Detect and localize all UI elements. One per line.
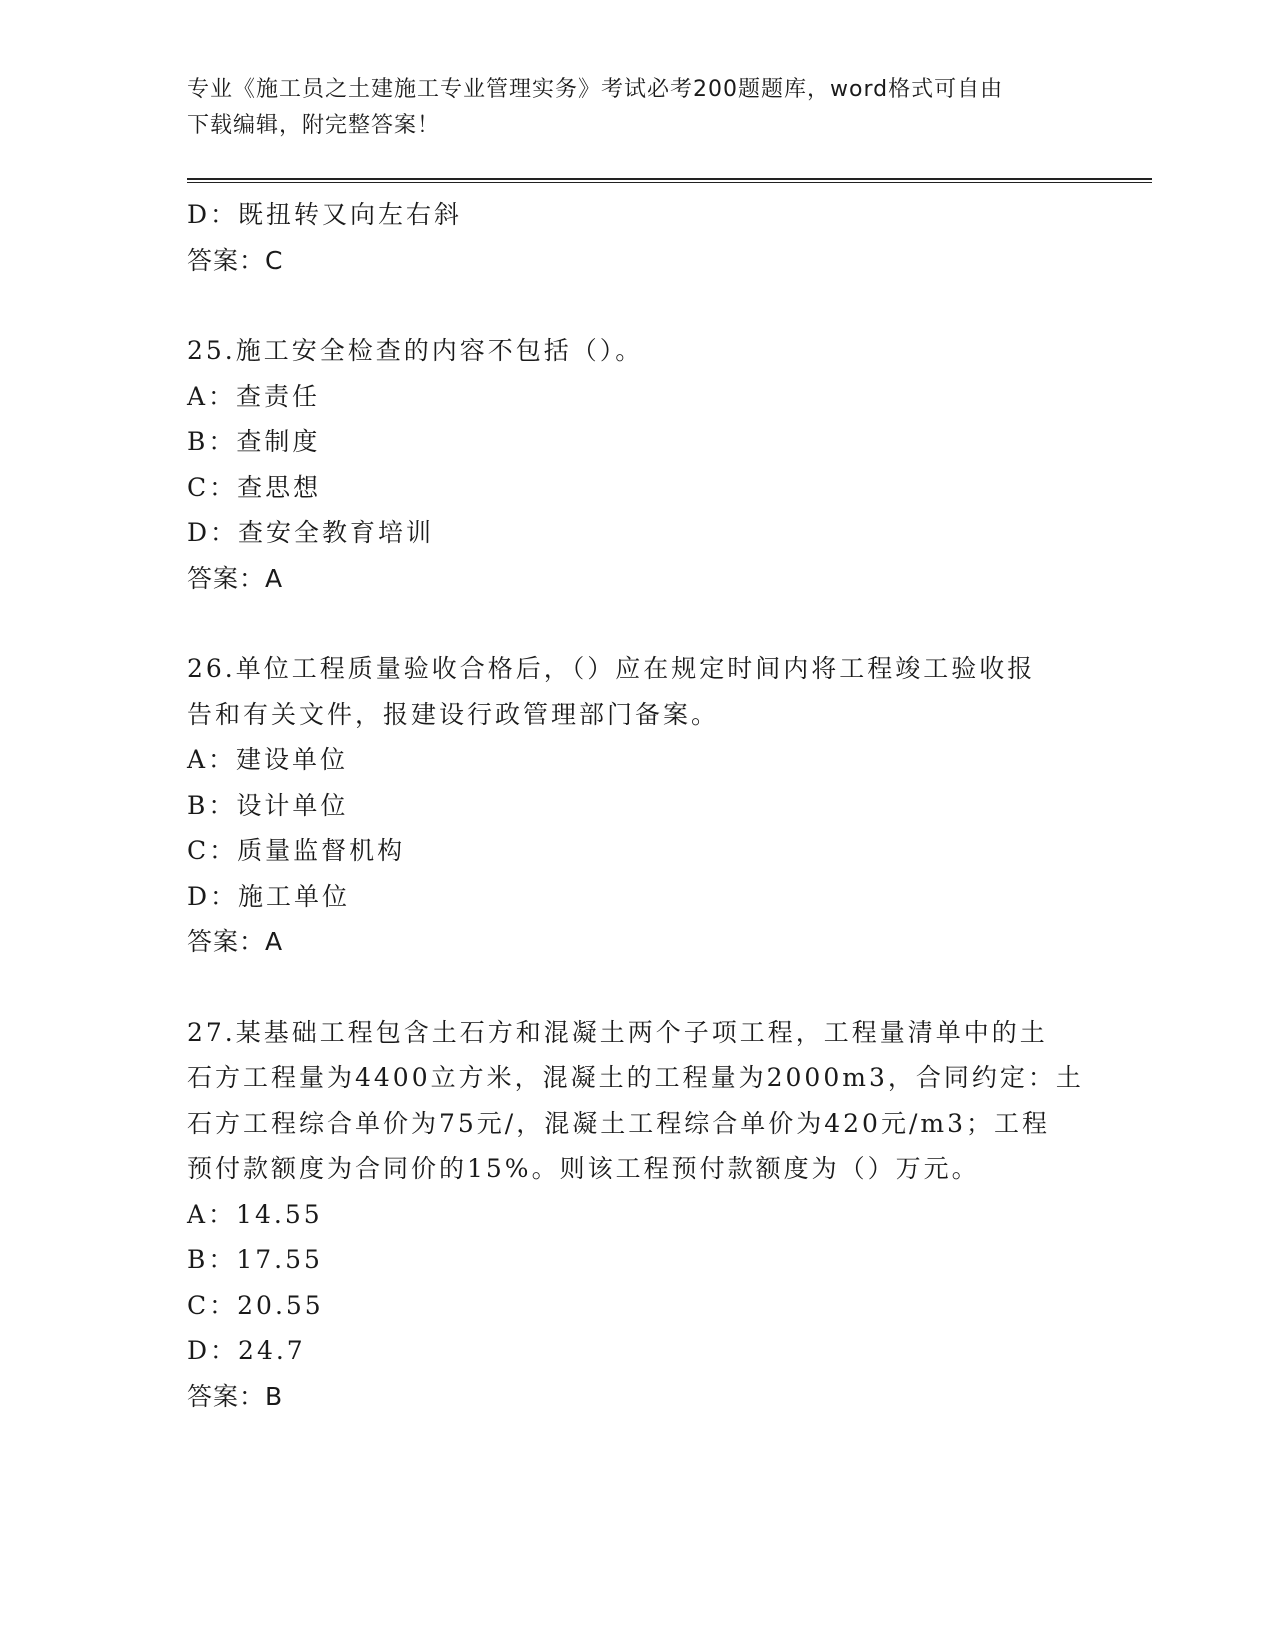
option-b: B：设计单位 bbox=[187, 790, 349, 820]
answer: 答案：A bbox=[187, 563, 284, 593]
option-b: B：查制度 bbox=[187, 427, 321, 456]
answer: 答案：A bbox=[187, 927, 284, 956]
option-d: D：24.7 bbox=[187, 1336, 306, 1365]
question-26 bbox=[187, 646, 1087, 965]
question-text: 25.施工安全检查的内容不包括（）。 bbox=[187, 336, 644, 365]
question-text: 石方工程综合单价为75元/，混凝土工程综合单价为420元/m3；工程 bbox=[187, 1108, 1050, 1138]
option-a: A：查责任 bbox=[187, 381, 321, 411]
question-text: 27.某基础工程包含土石方和混凝土两个子项工程，工程量清单中的土 bbox=[187, 1017, 1048, 1047]
question-text: 告和有关文件，报建设行政管理部门备案。 bbox=[187, 699, 720, 729]
option-a: A：建设单位 bbox=[187, 745, 349, 774]
header-line-2: 下载编辑，附完整答案！ bbox=[187, 113, 441, 138]
option-c: C：质量监督机构 bbox=[187, 836, 406, 865]
answer: 答案：B bbox=[187, 1381, 284, 1411]
spacer bbox=[187, 283, 1087, 328]
header-divider bbox=[187, 178, 1152, 183]
question-text: 石方工程量为4400立方米，混凝土的工程量为2000m3，合同约定：土 bbox=[187, 1063, 1084, 1092]
option-c: C：查思想 bbox=[187, 472, 322, 502]
option-b: B：17.55 bbox=[187, 1245, 323, 1274]
spacer bbox=[187, 601, 1087, 646]
option-a: A：14.55 bbox=[187, 1199, 323, 1229]
question-25 bbox=[187, 328, 1087, 601]
option-d: D：查安全教育培训 bbox=[187, 518, 435, 547]
question-text: 26.单位工程质量验收合格后，（）应在规定时间内将工程竣工验收报 bbox=[187, 654, 1036, 683]
carryover-answer: 答案：C bbox=[187, 245, 284, 275]
carryover-option-d: D：既扭转又向左右斜 bbox=[187, 200, 463, 229]
question-text: 预付款额度为合同价的15%。则该工程预付款额度为（）万元。 bbox=[187, 1154, 980, 1183]
page-header bbox=[187, 72, 1087, 144]
question-27 bbox=[187, 1010, 1087, 1420]
spacer bbox=[187, 965, 1087, 1010]
option-d: D：施工单位 bbox=[187, 881, 351, 911]
option-c: C：20.55 bbox=[187, 1290, 324, 1320]
document-body bbox=[187, 192, 1087, 1419]
header-line-1: 专业《施工员之土建施工专业管理实务》考试必考200题题库，word格式可自由 bbox=[187, 77, 1004, 102]
